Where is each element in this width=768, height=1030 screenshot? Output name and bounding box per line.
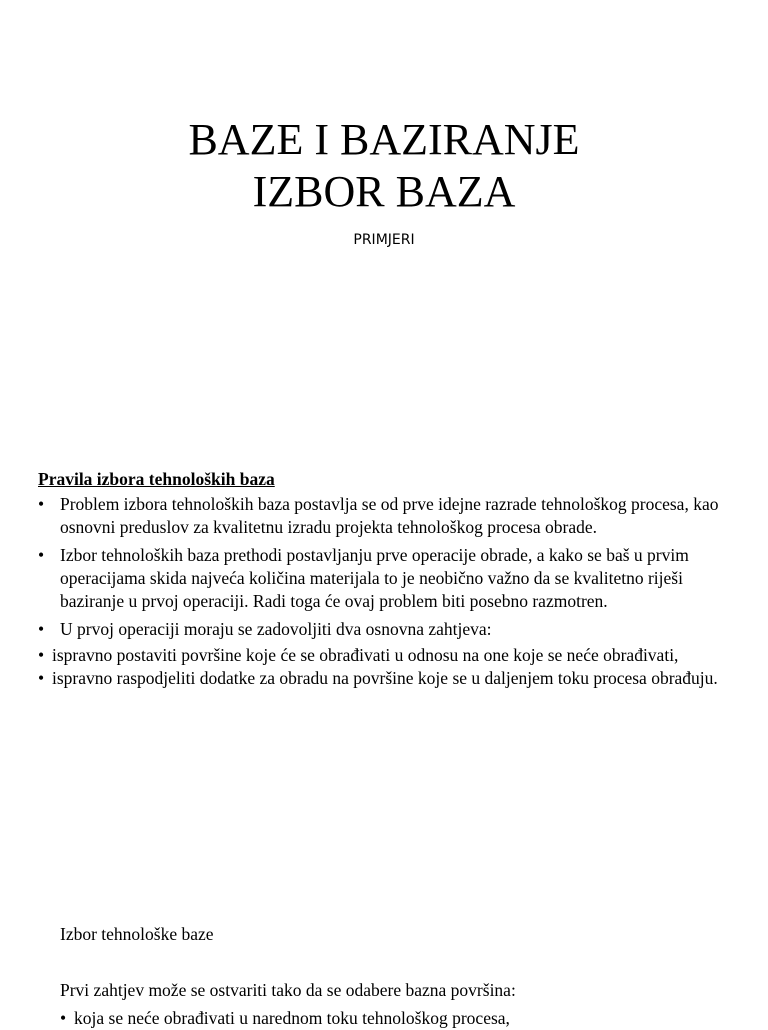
rules-heading: Pravila izbora tehnoloških baza <box>38 469 275 489</box>
slide-title <box>0 114 768 218</box>
rules-section <box>38 468 743 690</box>
bullet-icon: • <box>38 645 45 665</box>
bullet-icon: • <box>38 494 45 514</box>
list-item <box>38 493 743 539</box>
sub-bullet-text: ispravno postaviti površine koje će se obrađivati u odnosu na one koje se neće obrađivati, <box>52 645 679 665</box>
lower-section <box>60 923 750 1030</box>
lower-intro: Prvi zahtjev može se ostvariti tako da se odabere bazna površina: <box>60 980 516 1000</box>
bullet-text: Problem izbora tehnoloških baza postavlja se od prve idejne razrade tehnološkog procesa, kao osnovni preduslov za kvalitetnu izradu projekta tehnološkog procesa obrade. <box>60 494 719 537</box>
list-item <box>38 544 743 613</box>
lower-heading: Izbor tehnološke baze <box>60 924 214 944</box>
sub-list-item <box>38 667 743 690</box>
bullet-text: U prvoj operaciji moraju se zadovoljiti dva osnovna zahtjeva: <box>60 619 492 639</box>
bullet-icon: • <box>38 619 45 639</box>
slide-title-line-2: IZBOR BAZA <box>252 167 516 216</box>
bullet-icon: • <box>60 1008 67 1028</box>
sub-bullet-text: koja se neće obrađivati u narednom toku tehnološkog procesa, <box>74 1008 510 1028</box>
bullet-icon: • <box>38 545 45 565</box>
list-item <box>38 618 743 641</box>
sub-list-item <box>38 644 743 667</box>
sub-bullet-text: ispravno raspodjeliti dodatke za obradu na površine koje se u daljenjem toku procesa obrađuju. <box>52 668 718 688</box>
bullet-text: Izbor tehnoloških baza prethodi postavljanju prve operacije obrade, a kako se baš u prvim operacijama skida najveća količina materijala to je neobično važno da se kvalitetno riješi baziranje u prvoj operaciji. Radi toga će ovaj problem biti posebno razmotren. <box>60 545 689 611</box>
slide-title-line-1: BAZE I BAZIRANJE <box>188 115 580 164</box>
slide-subtitle: PRIMJERI <box>353 232 415 248</box>
bullet-icon: • <box>38 668 45 688</box>
sub-list-item <box>60 1007 750 1030</box>
